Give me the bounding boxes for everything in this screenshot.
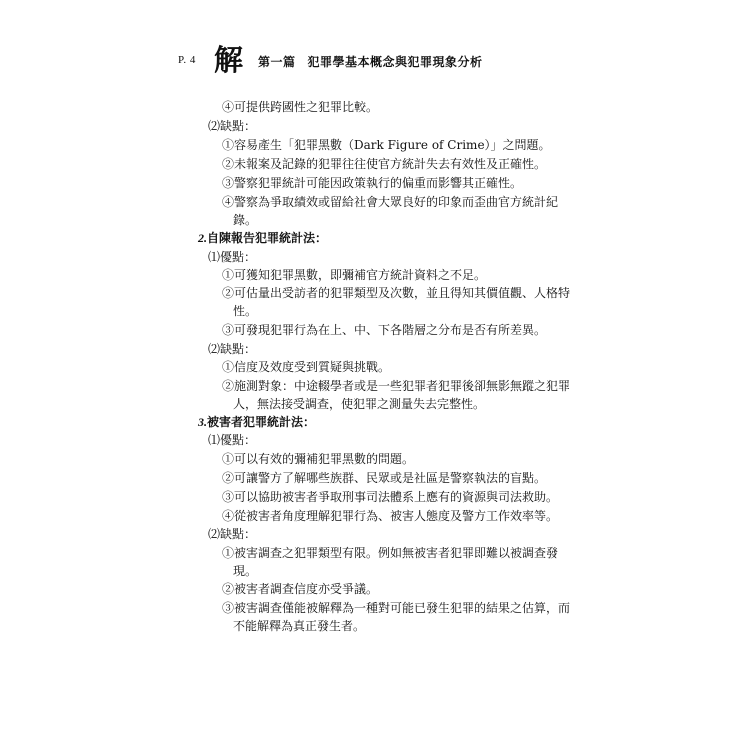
text-line: ②未報案及記錄的犯罪往往使官方統計失去有效性及正確性。	[222, 157, 547, 171]
text-line: 不能解釋為真正發生者。	[233, 619, 366, 633]
text-line: ②可估量出受訪者的犯罪類型及次數，並且得知其價值觀、人格特	[222, 286, 571, 300]
text-line: 現。	[233, 564, 258, 578]
page-number: P. 4	[178, 54, 196, 66]
text-line: ③可發現犯罪行為在上、中、下各階層之分布是否有所差異。	[222, 323, 547, 337]
text-line: ⑵缺點：	[208, 527, 257, 541]
book-logo: 解	[214, 43, 244, 77]
text-line: ②可讓警方了解哪些族群、民眾或是社區是警察執法的盲點。	[222, 471, 547, 485]
text-line: ①可獲知犯罪黑數，即彌補官方統計資料之不足。	[222, 268, 487, 282]
text-line: ④可提供跨國性之犯罪比較。	[222, 100, 379, 114]
text-line: 人，無法接受調查，使犯罪之測量失去完整性。	[233, 397, 486, 411]
text-line: ⑵缺點：	[208, 119, 257, 133]
text-line: ①被害調查之犯罪類型有限。例如無被害者犯罪即難以被調查發	[222, 546, 559, 560]
text-line: 錄。	[233, 213, 258, 227]
running-title	[258, 53, 483, 70]
text-line: ③警察犯罪統計可能因政策執行的偏重而影響其正確性。	[222, 176, 523, 190]
section-heading: 2.自陳報告犯罪統計法：	[198, 231, 328, 245]
text-line: ④從被害者角度理解犯罪行為、被害人態度及警方工作效率等。	[222, 509, 559, 523]
text-line: ②施測對象：中途輟學者或是一些犯罪者犯罪後卻無影無蹤之犯罪	[222, 379, 571, 393]
section-heading: 3.被害者犯罪統計法：	[198, 415, 316, 429]
text-line: ①容易產生「犯罪黑數（Dark Figure of Crime）」之問題。	[222, 138, 551, 152]
text-line: ⑴優點：	[208, 433, 257, 447]
text-line: 性。	[233, 304, 258, 318]
text-line: ④警察為爭取績效或留給社會大眾良好的印象而歪曲官方統計紀	[222, 195, 559, 209]
chapter-title: 犯罪學基本概念與犯罪現象分析	[307, 55, 483, 69]
text-line: ①信度及效度受到質疑與挑戰。	[222, 360, 391, 374]
text-line: ③可以協助被害者爭取刑事司法體系上應有的資源與司法救助。	[222, 490, 559, 504]
text-line: ②被害者調查信度亦受爭議。	[222, 582, 379, 596]
text-line: ⑵缺點：	[208, 342, 257, 356]
text-line: ③被害調查僅能被解釋為一種對可能已發生犯罪的結果之估算，而	[222, 601, 571, 615]
text-line: ⑴優點：	[208, 250, 257, 264]
text-line: ①可以有效的彌補犯罪黑數的問題。	[222, 452, 415, 466]
part-label: 第一篇	[258, 55, 296, 69]
